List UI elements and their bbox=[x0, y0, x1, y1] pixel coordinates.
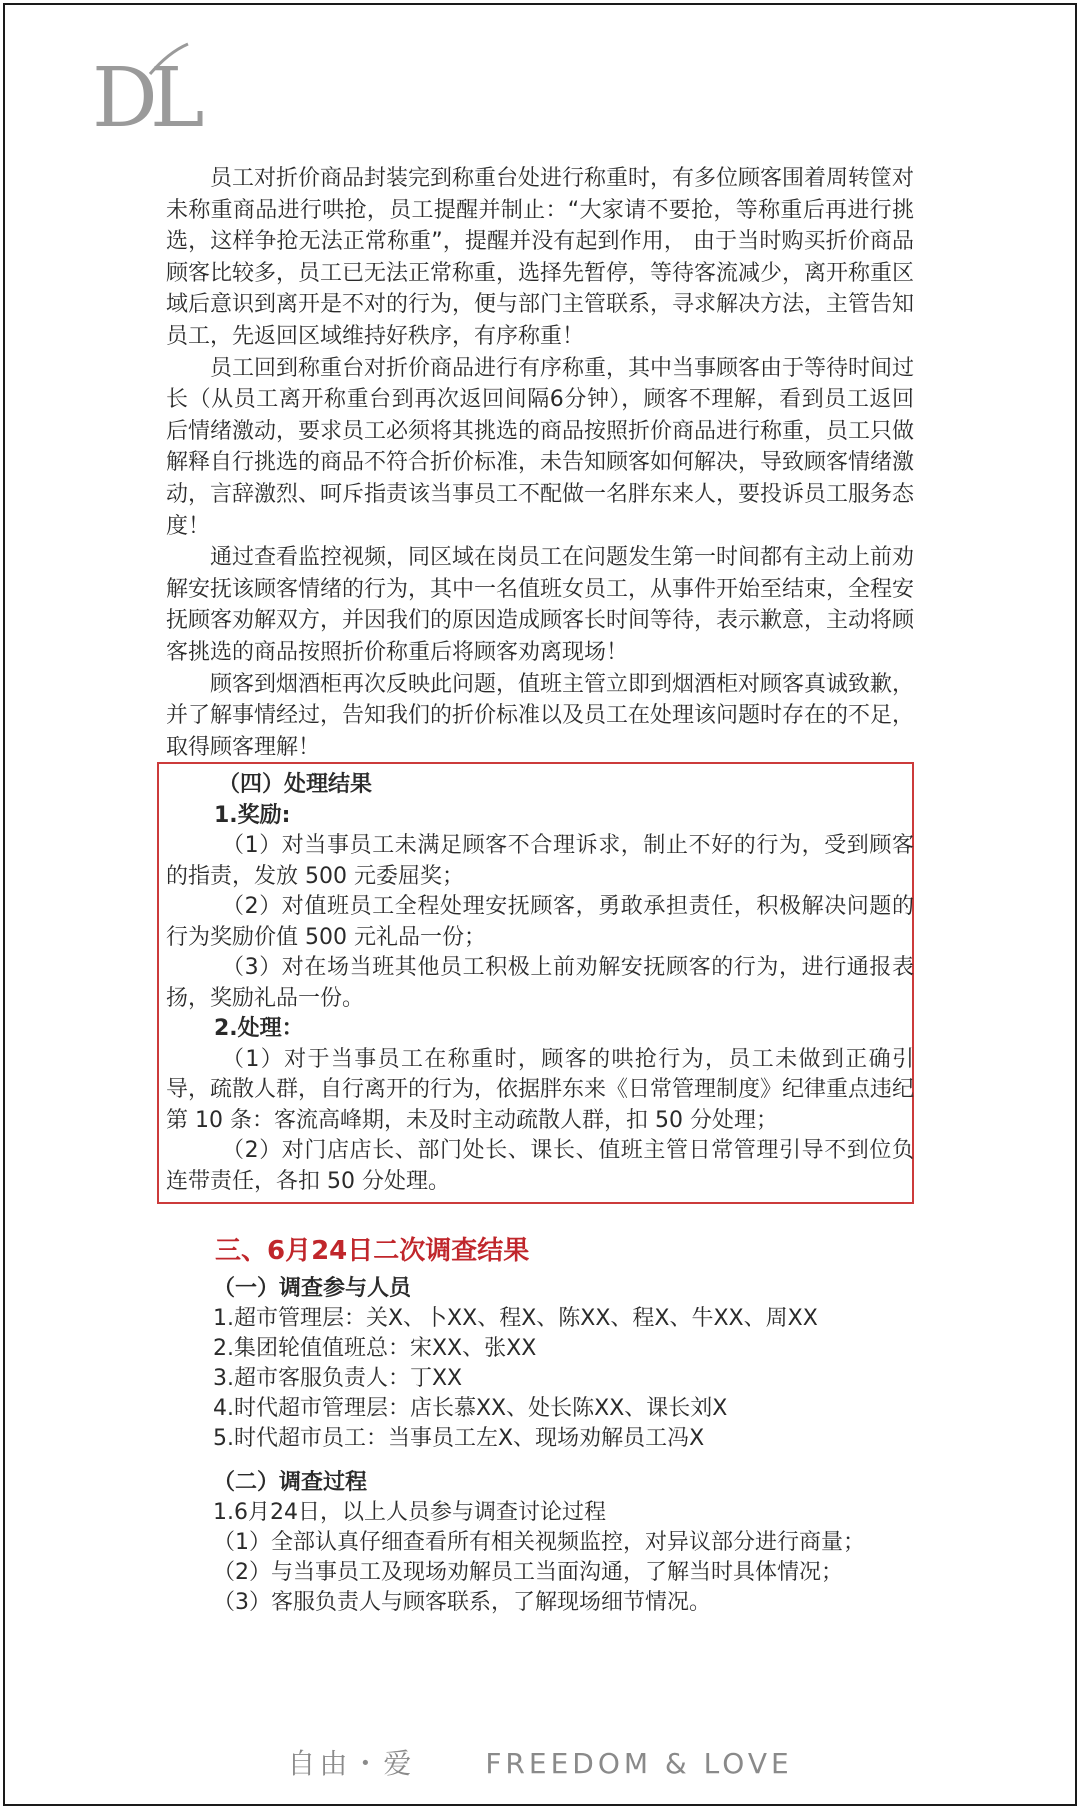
process-block bbox=[213, 1468, 933, 1618]
participants-block bbox=[213, 1274, 933, 1454]
body-text bbox=[166, 163, 914, 763]
list-item: 1.6月24日，以上人员参与调查讨论过程 bbox=[213, 1500, 606, 1525]
result-box bbox=[166, 770, 914, 1197]
reward-item: （2）对值班员工全程处理安抚顾客，勇敢承担责任，积极解决问题的行为奖励价值 500 元礼品一份； bbox=[166, 894, 914, 950]
list-item: 5.时代超市员工：当事员工左X、现场劝解员工冯X bbox=[213, 1426, 705, 1451]
footer-slogan bbox=[0, 1742, 1080, 1782]
svg-text:L: L bbox=[150, 51, 205, 135]
svg-text:D: D bbox=[92, 51, 158, 135]
section3-title: 三、6月24日二次调查结果 bbox=[215, 1236, 530, 1266]
result-heading: （四）处理结果 bbox=[218, 772, 373, 797]
list-item: 3.超市客服负责人：丁XX bbox=[213, 1366, 463, 1391]
reward-title: 1.奖励: bbox=[214, 802, 291, 828]
slogan-english: FREEDOM & LOVE bbox=[485, 1747, 793, 1780]
penalty-item: （2）对门店店长、部门处长、课长、值班主管日常管理引导不到位负连带责任，各扣 50 分处理。 bbox=[166, 1138, 914, 1194]
dl-logo-icon bbox=[92, 40, 222, 135]
paragraph: 员工对折价商品封装完到称重台处进行称重时，有多位顾客围着周转筐对未称重商品进行哄抢，员工提醒并制止：“大家请不要抢，等称重后再进行挑选，这样争抢无法正常称重”，提醒并没有起到作用， 由于当时购买折价商品顾客比较多，员工已无法正常称重，选择先暂停，等待客流减少，离开称重区域后意识到离开是不对的行为，便与部门主管联系，寻求解决方法，主管告知员工，先返回区域维持好秩序，有序称重！ bbox=[166, 166, 915, 349]
list-item: （3）客服负责人与顾客联系，了解现场细节情况。 bbox=[213, 1590, 711, 1615]
reward-item: （1）对当事员工未满足顾客不合理诉求，制止不好的行为，受到顾客的指责，发放 500 元委屈奖； bbox=[166, 833, 914, 889]
penalty-title: 2.处理： bbox=[214, 1016, 304, 1041]
participants-title: （一）调查参与人员 bbox=[213, 1276, 412, 1301]
paragraph: 员工回到称重台对折价商品进行有序称重，其中当事顾客由于等待时间过长（从员工离开称重台到再次返回间隔6分钟），顾客不理解，看到员工返回后情绪激动，要求员工必须将其挑选的商品按照折价商品进行称重，员工只做解释自行挑选的商品不符合折价标准，未告知顾客如何解决，导致顾客情绪激动，言辞激烈、呵斥指责该当事员工不配做一名胖东来人，要投诉员工服务态度！ bbox=[166, 355, 915, 539]
reward-item: （3）对在场当班其他员工积极上前劝解安抚顾客的行为，进行通报表扬，奖励礼品一份。 bbox=[166, 955, 914, 1011]
list-item: 1.超市管理层：关X、卜XX、程X、陈XX、程X、牛XX、周XX bbox=[213, 1306, 818, 1331]
penalty-item: （1）对于当事员工在称重时，顾客的哄抢行为，员工未做到正确引导，疏散人群，自行离开的行为，依据胖东来《日常管理制度》纪律重点违纪第 10 条：客流高峰期，未及时主动疏散人群，扣 50 分处理； bbox=[166, 1046, 915, 1133]
list-item: （1）全部认真仔细查看所有相关视频监控，对异议部分进行商量； bbox=[213, 1530, 865, 1555]
list-item: 2.集团轮值值班总：宋XX、张XX bbox=[213, 1336, 537, 1361]
slogan-chinese: 自由・爱 bbox=[287, 1747, 416, 1780]
paragraph: 通过查看监控视频，同区域在岗员工在问题发生第一时间都有主动上前劝解安抚该顾客情绪的行为，其中一名值班女员工，从事件开始至结束，全程安抚顾客劝解双方，并因我们的原因造成顾客长时间等待，表示歉意，主动将顾客挑选的商品按照折价称重后将顾客劝离现场！ bbox=[166, 545, 915, 665]
paragraph: 顾客到烟酒柜再次反映此问题，值班主管立即到烟酒柜对顾客真诚致歉，并了解事情经过，告知我们的折价标准以及员工在处理该问题时存在的不足，取得顾客理解！ bbox=[166, 671, 915, 760]
list-item: 4.时代超市管理层：店长慕XX、处长陈XX、课长刘X bbox=[213, 1396, 728, 1421]
process-title: （二）调查过程 bbox=[213, 1470, 368, 1495]
list-item: （2）与当事员工及现场劝解员工当面沟通，了解当时具体情况； bbox=[213, 1560, 843, 1585]
